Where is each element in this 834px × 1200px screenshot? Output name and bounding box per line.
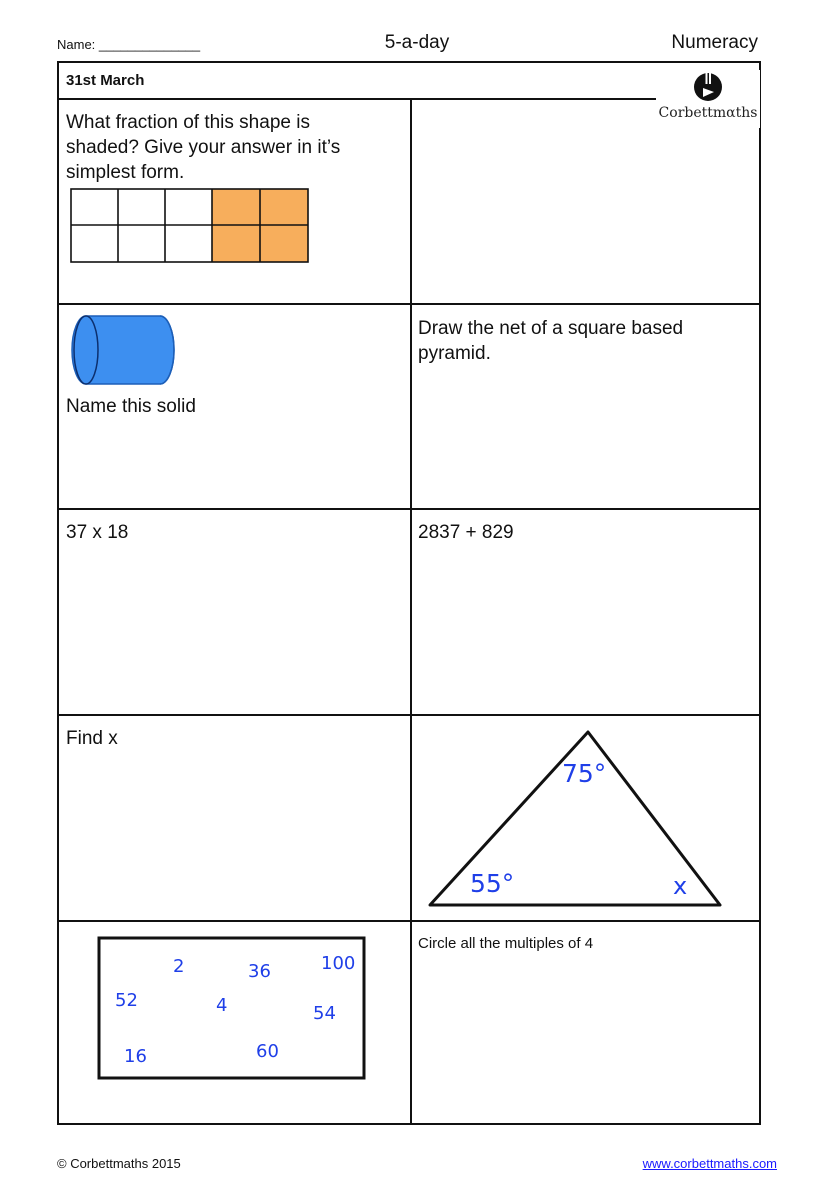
grid-divider [59, 714, 759, 716]
grid-divider [59, 303, 759, 305]
number-item: 4 [216, 995, 228, 1016]
grid-column-divider [410, 100, 412, 1123]
name-field-label: Name: ______________ [57, 37, 201, 52]
number-item: 52 [115, 990, 138, 1011]
logo-text: Corbettmαths [658, 105, 758, 121]
number-box [97, 936, 369, 1082]
q6-text: Find x [66, 728, 118, 749]
triangle-diagram [420, 722, 730, 912]
grid-cell-shaded [260, 225, 308, 262]
corbettmaths-logo [656, 70, 760, 128]
grid-cell [118, 189, 165, 225]
grid-divider [59, 920, 759, 922]
angle-label-top: 75° [562, 759, 607, 788]
grid-cell [71, 189, 118, 225]
grid-cell [165, 189, 212, 225]
website-link[interactable]: www.corbettmaths.com [642, 1156, 777, 1171]
grid-divider [59, 508, 759, 510]
copyright-text: © Corbettmaths 2015 [57, 1156, 181, 1171]
q3-text: Draw the net of a square based pyramid. [418, 318, 684, 364]
angle-label-left: 55° [470, 869, 515, 898]
number-item: 54 [313, 1003, 336, 1024]
grid-cell [118, 225, 165, 262]
worksheet-subject: Numeracy [671, 32, 758, 53]
grid-cell-shaded [212, 225, 260, 262]
number-item: 60 [256, 1041, 279, 1062]
grid-cell [165, 225, 212, 262]
q9-text: Circle all the multiples of 4 [418, 935, 594, 952]
grid-cell-shaded [212, 189, 260, 225]
q5-text: 2837 + 829 [418, 522, 514, 543]
number-item: 2 [173, 956, 185, 977]
number-item: 16 [124, 1046, 147, 1067]
grid-cell-shaded [260, 189, 308, 225]
q2-text: Name this solid [66, 396, 196, 417]
worksheet-title: 5-a-day [384, 32, 450, 53]
angle-label-right: x [673, 872, 688, 900]
fraction-grid [70, 188, 312, 264]
corbettmaths-logo-icon [656, 70, 760, 106]
grid-cell [71, 225, 118, 262]
q4-text: 37 x 18 [66, 522, 129, 543]
cylinder-shape [70, 313, 180, 387]
number-item: 36 [248, 961, 271, 982]
grid-divider [59, 98, 759, 100]
q1-text: What fraction of this shape is shaded? Give your answer in it’s simplest form. [66, 112, 341, 183]
number-item: 100 [321, 953, 356, 974]
date-label: 31st March [66, 72, 145, 89]
